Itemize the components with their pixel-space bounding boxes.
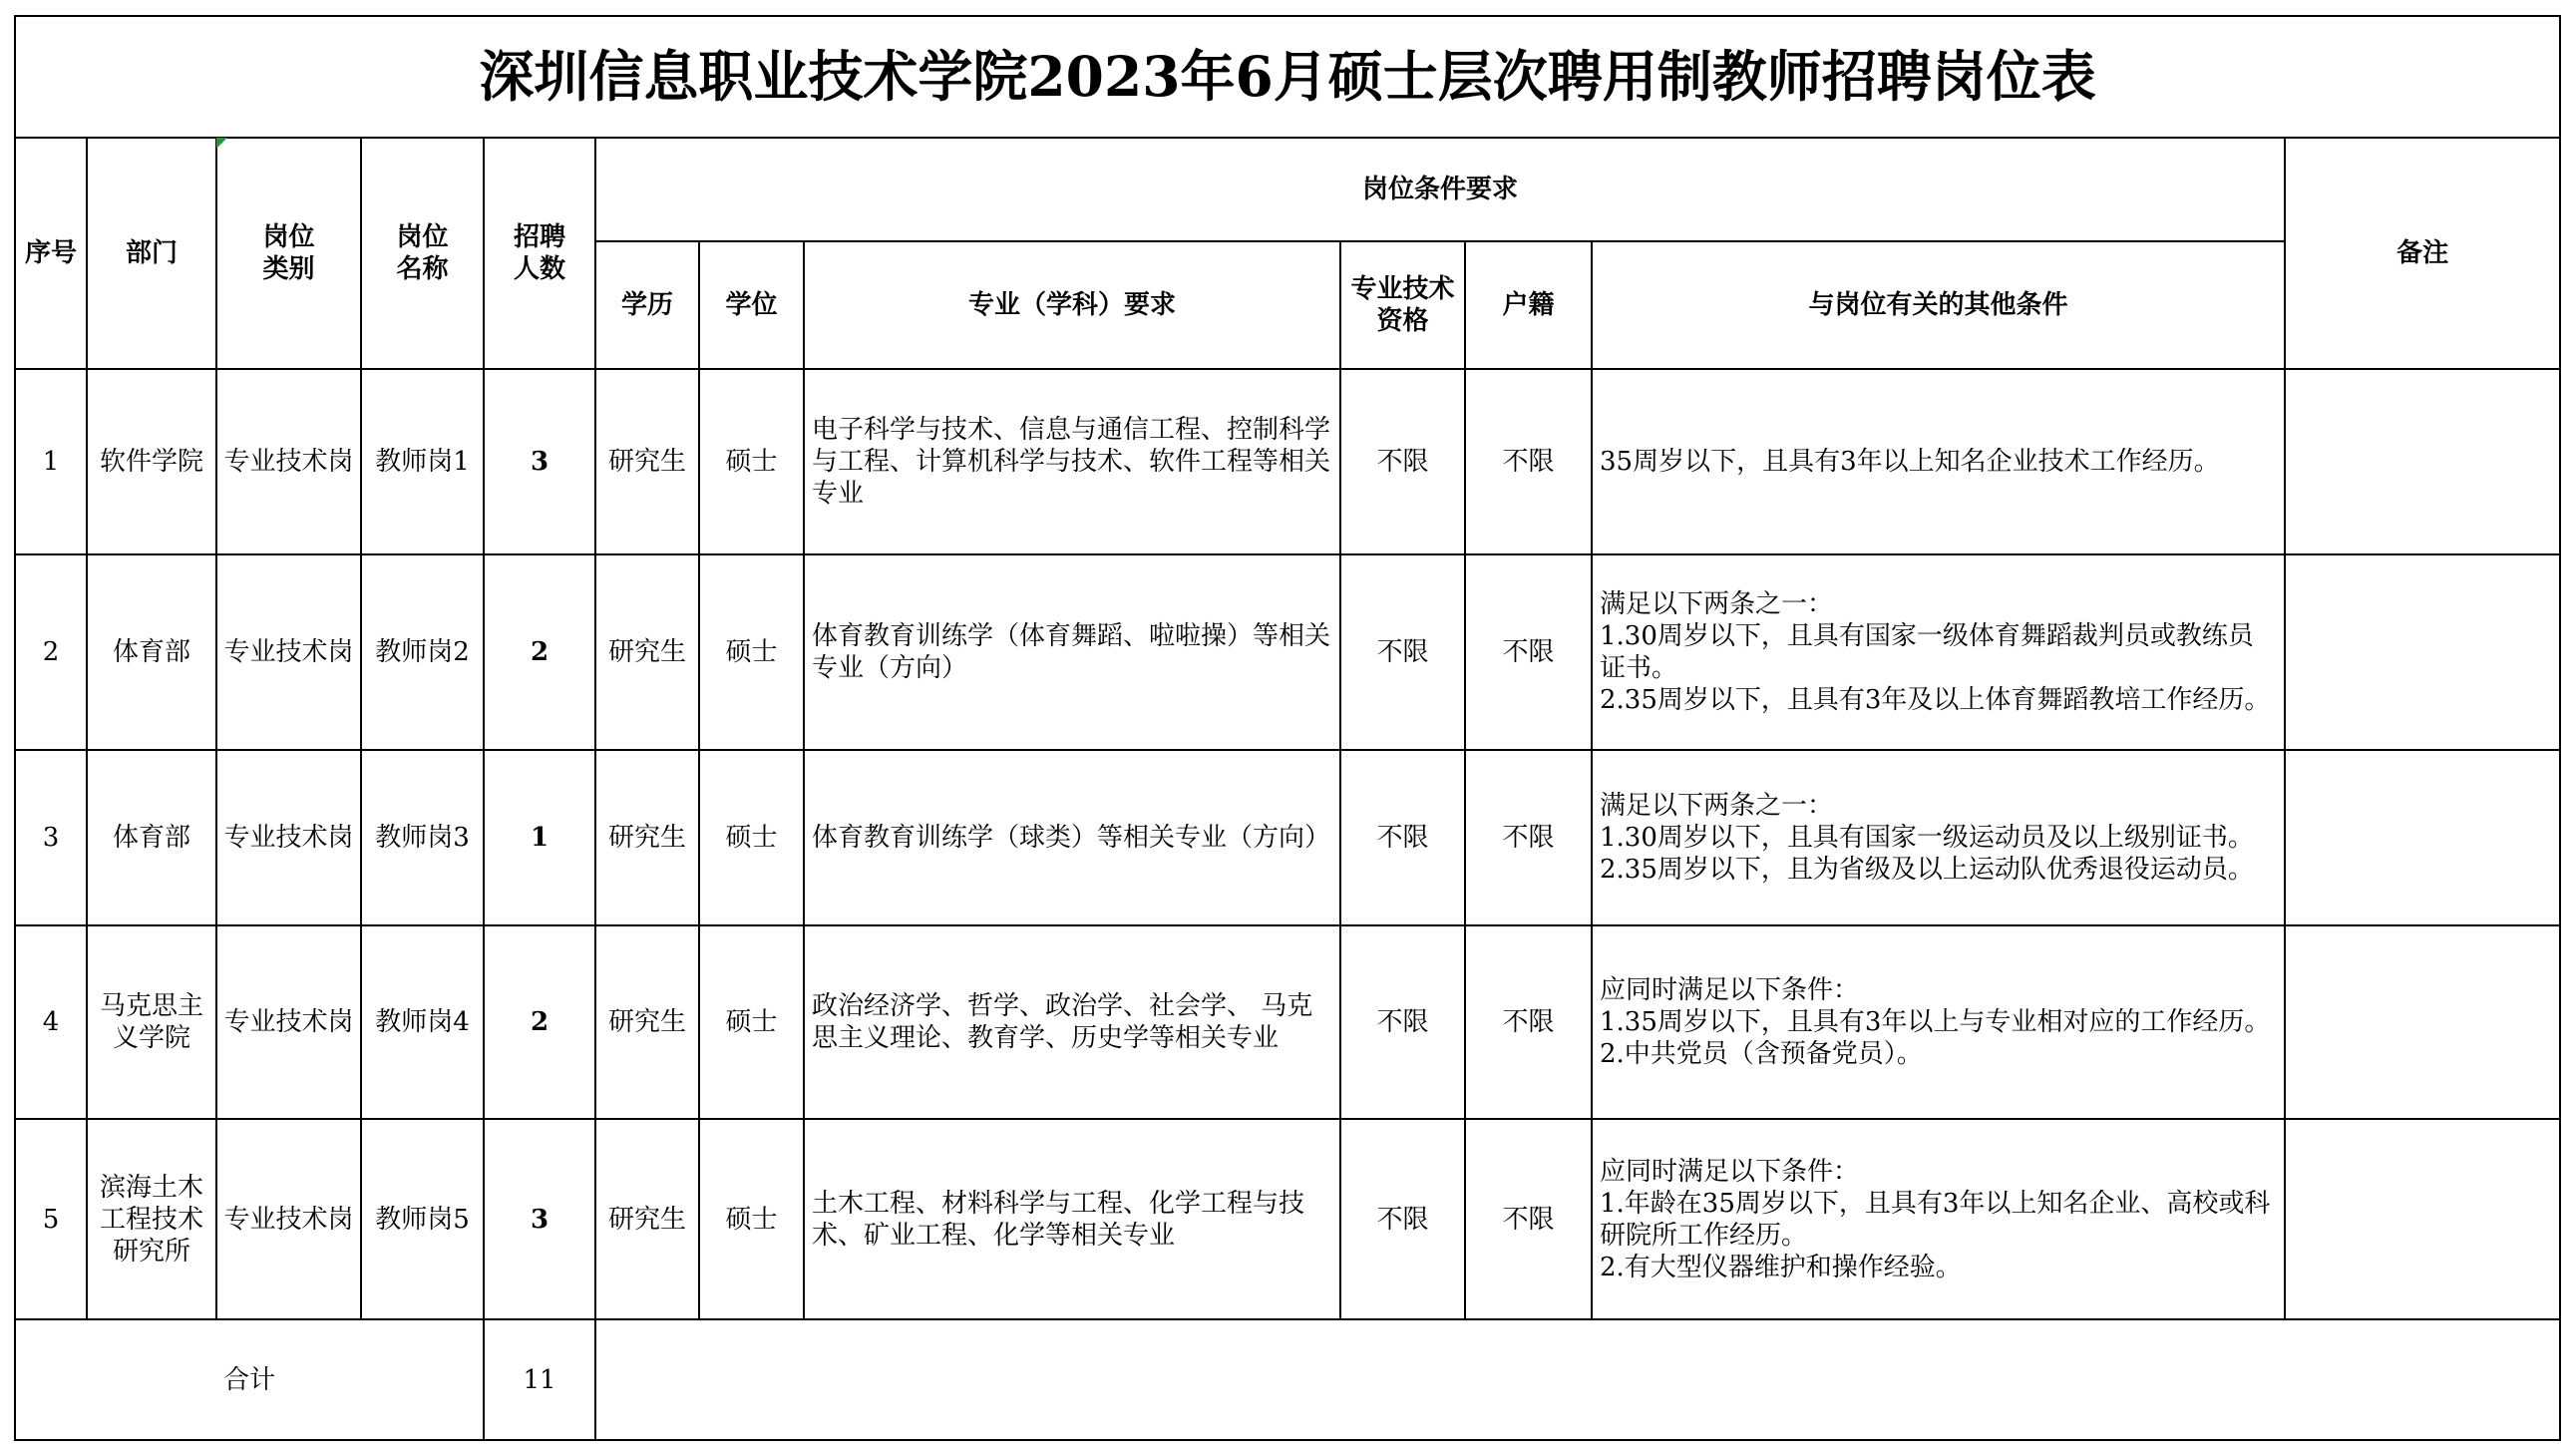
hukou-cell: 不限 (1465, 925, 1592, 1119)
hiring-count-cell: 2 (484, 925, 595, 1119)
degree-cell: 硕士 (699, 1119, 804, 1319)
post-name-cell: 教师岗3 (361, 750, 484, 925)
remark-cell (2285, 554, 2560, 750)
header-other-conditions: 与岗位有关的其他条件 (1592, 241, 2285, 369)
header-major: 专业（学科）要求 (804, 241, 1340, 369)
post-name-cell: 教师岗4 (361, 925, 484, 1119)
post-name-cell: 教师岗5 (361, 1119, 484, 1319)
hukou-cell: 不限 (1465, 369, 1592, 554)
major-requirement-cell: 土木工程、材料科学与工程、化学工程与技术、矿业工程、化学等相关专业 (804, 1119, 1340, 1319)
major-requirement-cell: 电子科学与技术、信息与通信工程、控制科学与工程、计算机科学与技术、软件工程等相关专业 (804, 369, 1340, 554)
education-cell: 研究生 (595, 554, 699, 750)
header-department: 部门 (87, 138, 216, 369)
hiring-count-cell: 3 (484, 1119, 595, 1319)
hiring-count-cell: 1 (484, 750, 595, 925)
seq-cell: 2 (15, 554, 87, 750)
remark-cell (2285, 369, 2560, 554)
post-type-cell: 专业技术岗 (216, 925, 361, 1119)
post-name-cell: 教师岗1 (361, 369, 484, 554)
department-cell: 体育部 (87, 750, 216, 925)
hiring-count-cell: 3 (484, 369, 595, 554)
major-requirement-cell: 政治经济学、哲学、政治学、社会学、 马克思主义理论、教育学、历史学等相关专业 (804, 925, 1340, 1119)
degree-cell: 硕士 (699, 925, 804, 1119)
other-conditions-cell: 35周岁以下，且具有3年以上知名企业技术工作经历。 (1592, 369, 2285, 554)
table-row (15, 369, 2560, 554)
major-requirement-cell: 体育教育训练学（球类）等相关专业（方向） (804, 750, 1340, 925)
degree-cell: 硕士 (699, 554, 804, 750)
total-row (15, 1319, 2560, 1440)
department-cell: 滨海土木工程技术研究所 (87, 1119, 216, 1319)
post-type-cell: 专业技术岗 (216, 1119, 361, 1319)
header-post-type (216, 138, 361, 369)
education-cell: 研究生 (595, 369, 699, 554)
header-education: 学历 (595, 241, 699, 369)
post-name-cell: 教师岗2 (361, 554, 484, 750)
header-post-type-label: 岗位类别 (262, 222, 315, 284)
education-cell: 研究生 (595, 750, 699, 925)
table-row (15, 925, 2560, 1119)
header-remark: 备注 (2285, 138, 2560, 369)
title-row (15, 16, 2560, 138)
recruitment-table-sheet (14, 15, 2559, 1441)
header-hiring-count (484, 138, 595, 369)
hukou-cell: 不限 (1465, 554, 1592, 750)
post-type-cell: 专业技术岗 (216, 554, 361, 750)
department-cell: 马克思主义学院 (87, 925, 216, 1119)
major-requirement-cell: 体育教育训练学（体育舞蹈、啦啦操）等相关专业（方向） (804, 554, 1340, 750)
seq-cell: 3 (15, 750, 87, 925)
header-post-name (361, 138, 484, 369)
degree-cell: 硕士 (699, 369, 804, 554)
other-conditions-cell: 应同时满足以下条件： 1.35周岁以下，且具有3年以上与专业相对应的工作经历。 2.中共党员（含预备党员）。 (1592, 925, 2285, 1119)
total-empty-cell (595, 1319, 2560, 1440)
hukou-cell: 不限 (1465, 1119, 1592, 1319)
header-seq: 序号 (15, 138, 87, 369)
header-qualification (1340, 241, 1465, 369)
seq-cell: 4 (15, 925, 87, 1119)
header-conditions-group: 岗位条件要求 (595, 138, 2285, 241)
table-row (15, 1119, 2560, 1319)
other-conditions-cell: 应同时满足以下条件： 1.年龄在35周岁以下，且具有3年以上知名企业、高校或科研院所工作经历。 2.有大型仪器维护和操作经验。 (1592, 1119, 2285, 1319)
education-cell: 研究生 (595, 925, 699, 1119)
department-cell: 软件学院 (87, 369, 216, 554)
degree-cell: 硕士 (699, 750, 804, 925)
hukou-cell: 不限 (1465, 750, 1592, 925)
header-degree: 学位 (699, 241, 804, 369)
hiring-count-cell: 2 (484, 554, 595, 750)
total-label: 合计 (15, 1319, 484, 1440)
qualification-cell: 不限 (1340, 369, 1465, 554)
table-row (15, 750, 2560, 925)
total-count: 11 (484, 1319, 595, 1440)
remark-cell (2285, 925, 2560, 1119)
header-qualification-label: 专业技术资格 (1350, 274, 1455, 336)
table-row (15, 554, 2560, 750)
recruitment-table (14, 15, 2561, 1441)
qualification-cell: 不限 (1340, 554, 1465, 750)
header-row-1 (15, 138, 2560, 241)
qualification-cell: 不限 (1340, 1119, 1465, 1319)
header-hukou: 户籍 (1465, 241, 1592, 369)
green-corner-triangle-icon (216, 138, 227, 149)
other-conditions-cell: 满足以下两条之一： 1.30周岁以下，且具有国家一级运动员及以上级别证书。 2.35周岁以下，且为省级及以上运动队优秀退役运动员。 (1592, 750, 2285, 925)
post-type-cell: 专业技术岗 (216, 750, 361, 925)
other-conditions-cell: 满足以下两条之一： 1.30周岁以下，且具有国家一级体育舞蹈裁判员或教练员证书。 2.35周岁以下，且具有3年及以上体育舞蹈教培工作经历。 (1592, 554, 2285, 750)
remark-cell (2285, 750, 2560, 925)
page-title: 深圳信息职业技术学院2023年6月硕士层次聘用制教师招聘岗位表 (15, 16, 2560, 138)
header-hiring-count-label: 招聘人数 (513, 222, 565, 284)
education-cell: 研究生 (595, 1119, 699, 1319)
seq-cell: 1 (15, 369, 87, 554)
remark-cell (2285, 1119, 2560, 1319)
seq-cell: 5 (15, 1119, 87, 1319)
qualification-cell: 不限 (1340, 750, 1465, 925)
post-type-cell: 专业技术岗 (216, 369, 361, 554)
header-post-name-label: 岗位名称 (396, 222, 449, 284)
qualification-cell: 不限 (1340, 925, 1465, 1119)
department-cell: 体育部 (87, 554, 216, 750)
